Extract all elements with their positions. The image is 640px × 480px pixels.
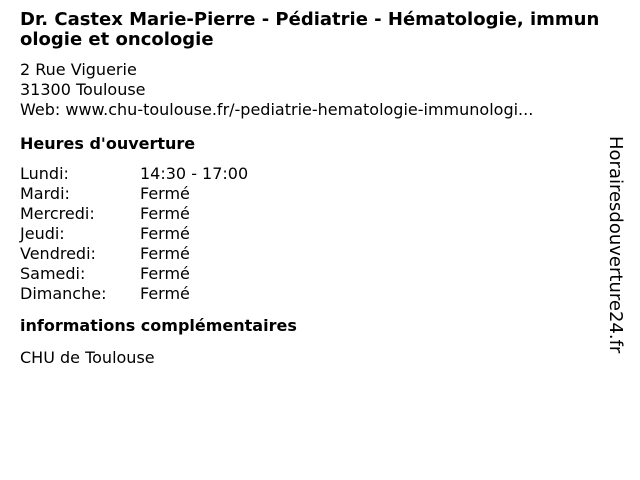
opening-hours-table [20,164,600,304]
hours-row-monday [20,164,600,184]
day-hours: 14:30 - 17:00 [140,164,249,183]
additional-info-heading: informations complémentaires [20,316,297,335]
additional-info-text: CHU de Toulouse [20,348,155,367]
day-hours: Fermé [140,284,190,303]
page-title: Dr. Castex Marie-Pierre - Pédiatrie - Hématologie, immunologie et oncologie [20,9,600,50]
hours-row-saturday [20,264,600,284]
day-label: Samedi: [20,264,86,283]
opening-hours-heading: Heures d'ouverture [20,134,196,153]
hours-row-sunday [20,284,600,304]
day-label: Dimanche: [20,284,107,303]
day-label: Mercredi: [20,204,95,223]
hours-row-wednesday [20,204,600,224]
day-hours: Fermé [140,184,190,203]
day-label: Lundi: [20,164,69,183]
city-postal: 31300 Toulouse [20,80,146,99]
day-hours: Fermé [140,224,190,243]
day-label: Vendredi: [20,244,96,263]
day-hours: Fermé [140,204,190,223]
street-address: 2 Rue Viguerie [20,60,137,79]
day-hours: Fermé [140,244,190,263]
site-watermark: Horairesdouverture24.fr [605,136,626,354]
hours-row-tuesday [20,184,600,204]
listing-card [20,10,600,368]
day-label: Mardi: [20,184,70,203]
hours-row-thursday [20,224,600,244]
website-link[interactable]: Web: www.chu-toulouse.fr/-pediatrie-hematologie-immunologi... [20,100,534,119]
hours-row-friday [20,244,600,264]
day-hours: Fermé [140,264,190,283]
address-block [20,60,600,120]
day-label: Jeudi: [20,224,65,243]
